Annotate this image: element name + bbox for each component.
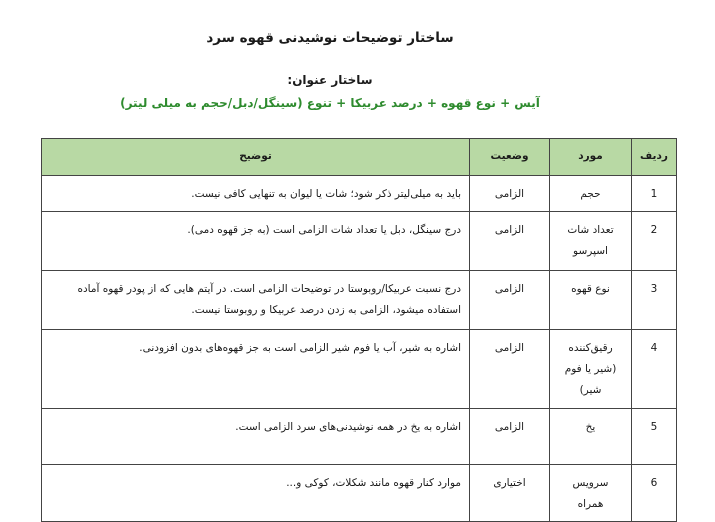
requirements-table xyxy=(41,138,677,522)
header-description: توضیح xyxy=(42,139,470,176)
row-item: سرویس همراه xyxy=(550,465,632,522)
table-row xyxy=(42,271,677,330)
row-index: 2 xyxy=(632,212,677,271)
header-status: وضعیت xyxy=(470,139,550,176)
row-item: حجم xyxy=(550,176,632,212)
row-index: 4 xyxy=(632,330,677,409)
row-description: اشاره به شیر، آب یا فوم شیر الزامی است به جز قهوه‌های بدون افزودنی. xyxy=(42,330,470,409)
row-status: الزامی xyxy=(470,271,550,330)
row-status: الزامی xyxy=(470,176,550,212)
row-description: اشاره به یخ در همه نوشیدنی‌های سرد الزامی است. xyxy=(42,409,470,465)
row-index: 5 xyxy=(632,409,677,465)
table-row xyxy=(42,330,677,409)
row-status: الزامی xyxy=(470,409,550,465)
table-header-row xyxy=(42,139,677,176)
row-item: رقیق‌کننده (شیر یا فوم شیر) xyxy=(550,330,632,409)
header-index: ردیف xyxy=(632,139,677,176)
row-index: 3 xyxy=(632,271,677,330)
table-row xyxy=(42,409,677,465)
row-description: باید به میلی‌لیتر ذکر شود؛ شات یا لیوان به تنهایی کافی نیست. xyxy=(42,176,470,212)
row-description: درج سینگل، دبل یا تعداد شات الزامی است (به جز قهوه دمی). xyxy=(42,212,470,271)
row-index: 1 xyxy=(632,176,677,212)
row-description: موارد کنار قهوه مانند شکلات، کوکی و... xyxy=(42,465,470,522)
table-row xyxy=(42,176,677,212)
section-subtitle: ساختار عنوان: xyxy=(287,73,373,87)
row-item: تعداد شات اسپرسو xyxy=(550,212,632,271)
row-status: اختیاری xyxy=(470,465,550,522)
row-item: یخ xyxy=(550,409,632,465)
table-row xyxy=(42,465,677,522)
row-status: الزامی xyxy=(470,330,550,409)
row-status: الزامی xyxy=(470,212,550,271)
row-index: 6 xyxy=(632,465,677,522)
row-item: نوع قهوه xyxy=(550,271,632,330)
row-description: درج نسبت عربیکا/روبوستا در توضیحات الزامی است. در آیتم هایی که از پودر قهوه آماده استفاده میشود، الزامی به زدن درصد عربیکا و روبوستا نیست. xyxy=(42,271,470,330)
header-item: مورد xyxy=(550,139,632,176)
table-row xyxy=(42,212,677,271)
title-formula: آیس + نوع قهوه + درصد عربیکا + تنوع (سینگل/دبل/حجم به میلی لیتر) xyxy=(120,96,540,110)
document-title: ساختار توضیحات نوشیدنی قهوه سرد xyxy=(206,30,454,46)
